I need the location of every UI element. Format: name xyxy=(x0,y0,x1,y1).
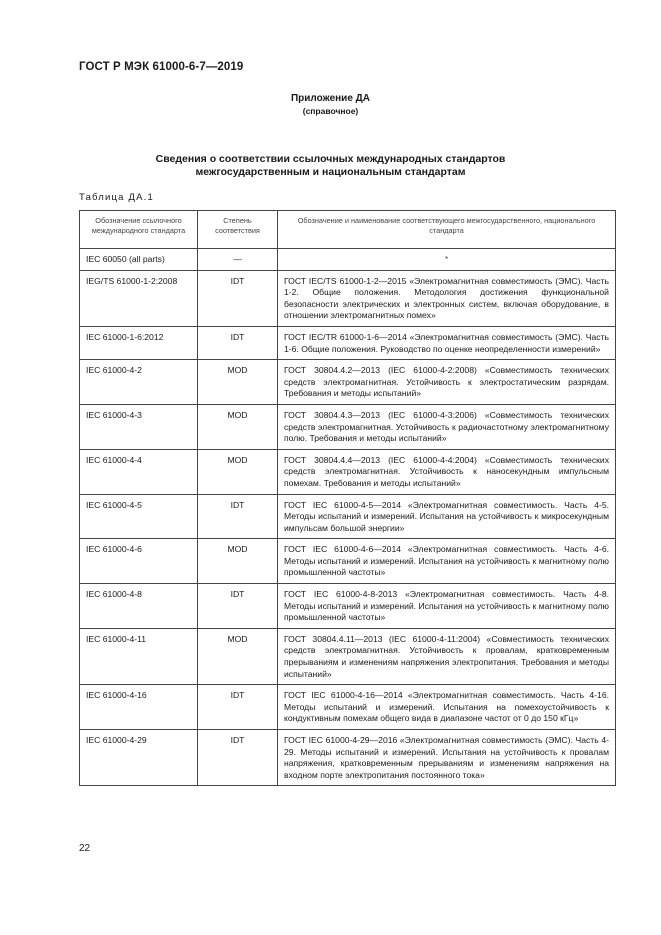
degree-cell: — xyxy=(198,249,278,271)
table-row xyxy=(80,404,616,449)
section-title-line2: межгосударственным и национальным стандартам xyxy=(195,166,466,178)
degree-cell: MOD xyxy=(198,449,278,494)
title-cell: ГОСТ 30804.4.4—2013 (IEC 61000-4-4:2004) «Совместимость технических средств электромагнитная. Устойчивость к наносекундным импульсным помехам. Требования и методы испытаний» xyxy=(278,449,616,494)
title-cell: ГОСТ IEC 61000-4-29—2016 «Электромагнитная совместимость (ЭМС). Часть 4-29. Методы испытаний и измерений. Испытания на устойчивость к провалам напряжения, кратковременным прерываниям и изменениям напряжения на входном порте электропитания постоянного тока» xyxy=(278,730,616,786)
ref-cell: IEC 61000-4-11 xyxy=(80,628,198,684)
ref-cell: IEC 61000-1-6:2012 xyxy=(80,326,198,359)
annex-title: Приложение ДА xyxy=(290,93,371,104)
document-id: ГОСТ Р МЭК 61000-6-7—2019 xyxy=(79,61,244,73)
ref-cell: IEC 61000-4-6 xyxy=(80,539,198,584)
table-header-row xyxy=(80,211,616,249)
ref-cell: IEG/TS 61000-1-2:2008 xyxy=(80,270,198,326)
header-degree: Степень соответствия xyxy=(198,211,278,249)
table-row xyxy=(80,494,616,539)
title-cell: * xyxy=(278,249,616,271)
ref-cell: IEC 61000-4-29 xyxy=(80,730,198,786)
ref-cell: IEC 61000-4-16 xyxy=(80,685,198,730)
table-row xyxy=(80,628,616,684)
table-row xyxy=(80,249,616,271)
page-number: 22 xyxy=(79,843,91,854)
correspondence-table xyxy=(79,210,616,786)
title-cell: ГОСТ IEC 61000-4-8-2013 «Электромагнитная совместимость. Часть 4-8. Методы испытаний и измерений. Испытания на устойчивость к магнитному полю промышленной частоты» xyxy=(278,584,616,629)
ref-cell: IEC 61000-4-5 xyxy=(80,494,198,539)
degree-cell: IDT xyxy=(198,685,278,730)
ref-cell: IEC 61000-4-2 xyxy=(80,360,198,405)
degree-cell: MOD xyxy=(198,539,278,584)
section-title xyxy=(0,153,661,179)
table-row xyxy=(80,449,616,494)
table-row xyxy=(80,539,616,584)
title-cell: ГОСТ IEC/TS 61000-1-2—2015 «Электромагнитная совместимость (ЭМС). Часть 1-2. Общие положения. Методология достижения функциональной безопасности электрических и электронных систем, включая оборудование, в отношении электромагнитных помех» xyxy=(278,270,616,326)
header-national-standard: Обозначение и наименование соответствующего межгосударственного, национального стандарта xyxy=(278,211,616,249)
ref-cell: IEC 61000-4-3 xyxy=(80,404,198,449)
ref-cell: IEC 61000-4-4 xyxy=(80,449,198,494)
section-title-line1: Сведения о соответствии ссылочных международных стандартов xyxy=(155,153,506,165)
ref-cell: IEC 60050 (all parts) xyxy=(80,249,198,271)
header-ref-standard: Обозначение ссылочного международного стандарта xyxy=(80,211,198,249)
degree-cell: IDT xyxy=(198,730,278,786)
table-row xyxy=(80,270,616,326)
table-row xyxy=(80,730,616,786)
table-caption: Таблица ДА.1 xyxy=(79,192,154,203)
title-cell: ГОСТ IEC 61000-4-16—2014 «Электромагнитная совместимость. Часть 4-16. Методы испытаний и измерений. Испытания на помехоустойчивость к кондуктивным помехам общего вида в диапазоне частот от 0 до 150 кГц» xyxy=(278,685,616,730)
title-cell: ГОСТ 30804.4.11—2013 (IEC 61000-4-11:2004) «Совместимость технических средств электромагнитная. Устойчивость к провалам, кратковременным прерываниям и изменениям напряжения электропитания. Требования и методы испытаний» xyxy=(278,628,616,684)
annex-heading xyxy=(0,92,661,118)
title-cell: ГОСТ IEC 61000-4-6—2014 «Электромагнитная совместимость. Часть 4-6. Методы испытаний и измерений. Испытания на устойчивость к магнитному полю промышленной частоты» xyxy=(278,539,616,584)
title-cell: ГОСТ IEC/TR 61000-1-6—2014 «Электромагнитная совместимость (ЭМС). Часть 1-6. Общие положения. Руководство по оценке неопределенности измерений» xyxy=(278,326,616,359)
table-row xyxy=(80,685,616,730)
title-cell: ГОСТ IEC 61000-4-5—2014 «Электромагнитная совместимость. Часть 4-5. Методы испытаний и измерений. Испытания на устойчивость к микросекундным импульсам большой энергии» xyxy=(278,494,616,539)
degree-cell: IDT xyxy=(198,584,278,629)
table-row xyxy=(80,360,616,405)
degree-cell: MOD xyxy=(198,404,278,449)
title-cell: ГОСТ 30804.4.2—2013 (IEC 61000-4-2:2008) «Совместимость технических средств электромагнитная. Устойчивость к электростатическим разрядам. Требования и методы испытаний» xyxy=(278,360,616,405)
table-row xyxy=(80,584,616,629)
degree-cell: MOD xyxy=(198,628,278,684)
annex-subtitle: (справочное) xyxy=(302,106,359,116)
ref-cell: IEC 61000-4-8 xyxy=(80,584,198,629)
degree-cell: IDT xyxy=(198,270,278,326)
degree-cell: IDT xyxy=(198,494,278,539)
title-cell: ГОСТ 30804.4.3—2013 (IEC 61000-4-3:2006) «Совместимость технических средств электромагнитная. Устойчивость к радиочастотному электромагнитному полю. Требования и методы испытаний» xyxy=(278,404,616,449)
table-row xyxy=(80,326,616,359)
degree-cell: MOD xyxy=(198,360,278,405)
degree-cell: IDT xyxy=(198,326,278,359)
